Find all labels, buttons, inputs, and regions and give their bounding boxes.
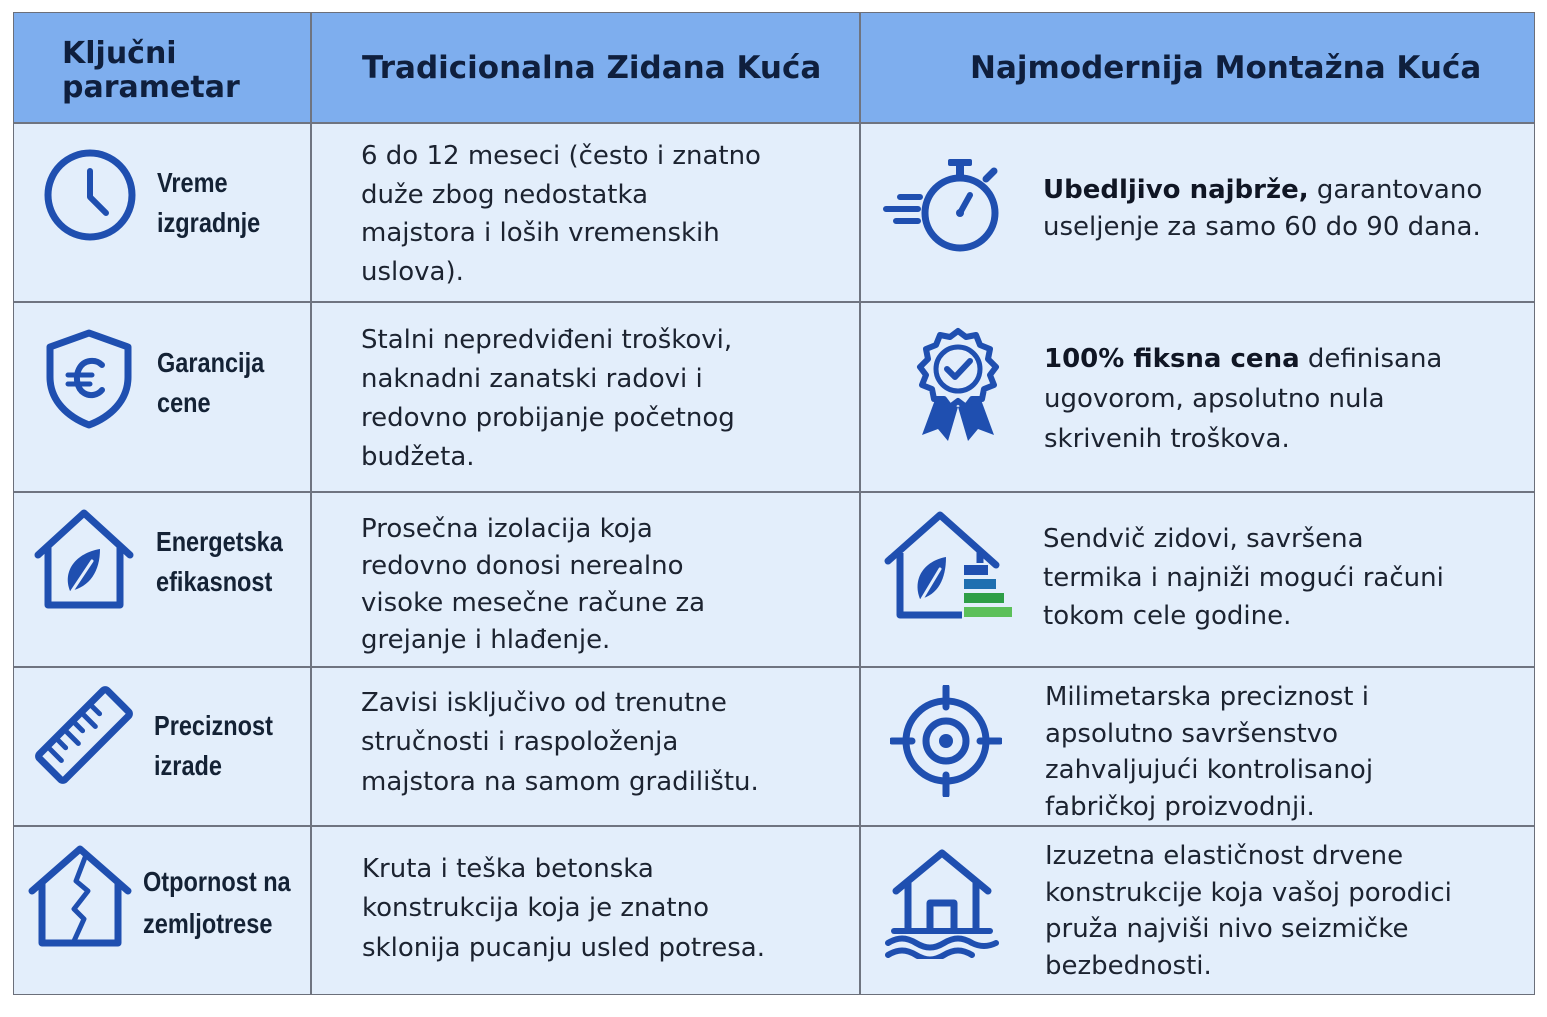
modern-precision-text: Milimetarska preciznost i apsolutno savršenstvo zahvaljujući kontrolisanoj fabričkoj proizvodnji.: [1045, 682, 1374, 822]
modern-energy-efficiency: [1043, 518, 1523, 638]
clock-icon: [42, 147, 138, 243]
euro-shield-icon: [44, 329, 134, 429]
modern-earthquake-resistance-text: Izuzetna elastičnost drvene konstrukcije koja vašoj porodici pruža najviši nivo seizmičke bezbednosti.: [1045, 841, 1452, 981]
header-traditional-house: Tradicionalna Zidana Kuća: [362, 50, 822, 86]
seismic-house-icon: [884, 847, 1000, 959]
modern-build-time-bold: Ubedljivo najbrže,: [1043, 174, 1309, 205]
modern-price-guarantee-bold: 100% fiksna cena: [1044, 344, 1300, 374]
eco-house-icon: [34, 507, 134, 611]
ruler-icon: [34, 685, 134, 785]
modern-earthquake-resistance: [1045, 836, 1525, 986]
stopwatch-icon: [882, 157, 1006, 253]
param-label-precision: Preciznost izrade: [154, 710, 273, 781]
param-label-build-time: Vreme izgradnje: [157, 167, 261, 238]
modern-build-time: [1043, 169, 1523, 249]
modern-price-guarantee-rest: definisana ugovorom, apsolutno nula skrivenih troškova.: [1044, 344, 1443, 454]
header-modern-house: Najmodernija Montažna Kuća: [970, 50, 1482, 86]
comparison-table: [13, 12, 1535, 995]
traditional-price-guarantee: Stalni nepredviđeni troškovi, naknadni zanatski radovi i redovno probijanje početnog budžeta.: [361, 325, 735, 472]
param-label-earthquake-resistance: Otpornost na zemljotrese: [143, 866, 291, 939]
cracked-house-icon: [28, 843, 132, 949]
param-label-price-guarantee: Garancija cene: [157, 347, 265, 418]
traditional-precision: Zavisi isključivo od trenutne stručnosti i raspoloženja majstora na samom gradilištu.: [361, 687, 759, 797]
traditional-build-time: 6 do 12 meseci (često i znatno duže zbog nedostatka majstora i loših vremenskih uslova).: [361, 141, 761, 287]
modern-build-time-rest: garantovano useljenje za samo 60 do 90 dana.: [1043, 174, 1483, 242]
award-badge-icon: [910, 327, 1006, 443]
target-icon: [890, 685, 1002, 797]
header-key-parameter: Ključni parametar: [62, 36, 240, 105]
energy-rating-house-icon: [884, 509, 1016, 621]
modern-energy-efficiency-text: Sendvič zidovi, savršena termika i najniži mogući računi tokom cele godine.: [1043, 524, 1444, 632]
modern-price-guarantee: [1044, 339, 1524, 459]
param-label-energy-efficiency: Energetska efikasnost: [156, 526, 283, 597]
traditional-earthquake-resistance: Kruta i teška betonska konstrukcija koja je znatno sklonija pucanju usled potresa.: [362, 853, 765, 963]
modern-precision: [1045, 677, 1525, 827]
traditional-energy-efficiency: Prosečna izolacija koja redovno donosi nerealno visoke mesečne račune za grejanje i hlađenje.: [361, 514, 706, 655]
